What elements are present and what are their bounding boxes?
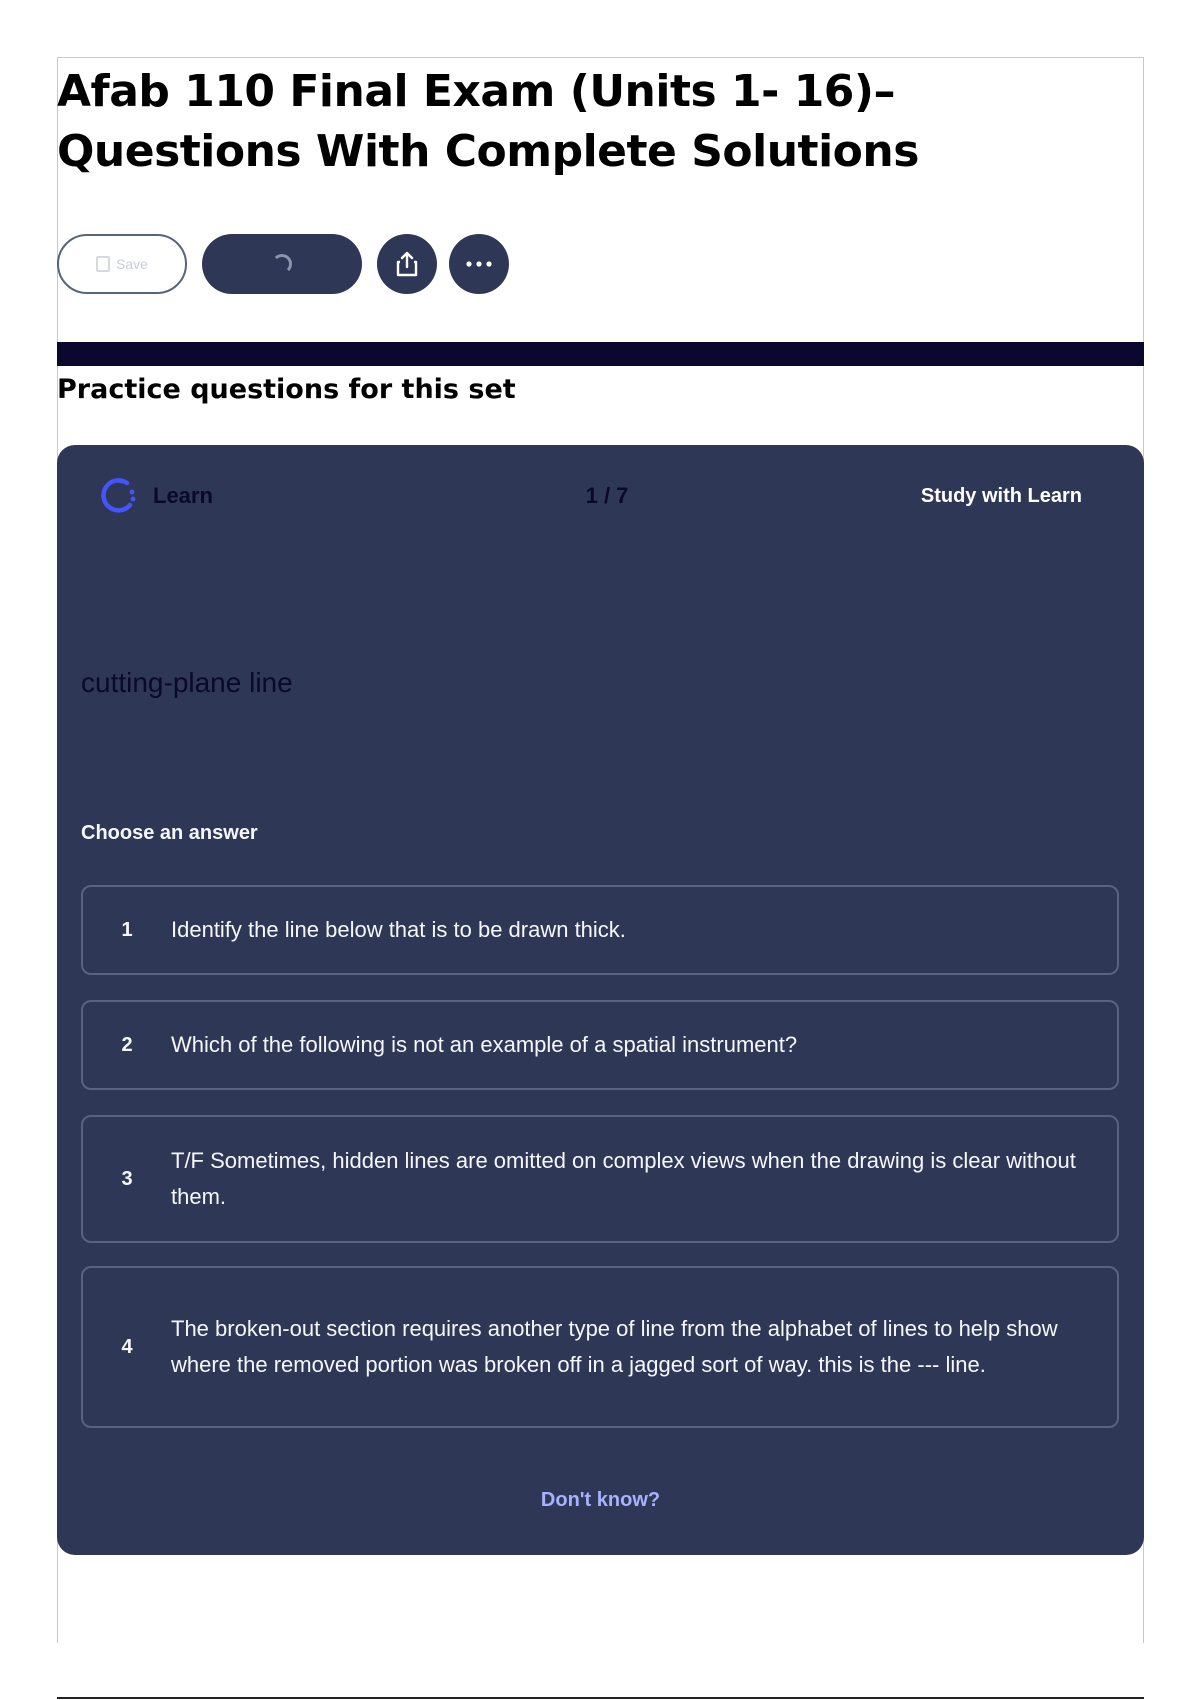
practice-heading: Practice questions for this set (57, 374, 516, 405)
loading-button[interactable] (202, 234, 362, 294)
share-icon (394, 250, 420, 278)
spinner-icon (272, 254, 292, 274)
answer-option-4[interactable] (81, 1266, 1119, 1428)
answer-text: Which of the following is not an example of a spatial instrument? (171, 1032, 798, 1057)
divider-bar (57, 342, 1144, 366)
save-button[interactable] (57, 234, 187, 294)
bottom-rule (57, 1697, 1144, 1699)
answer-option-1[interactable] (81, 885, 1119, 975)
answer-number: 2 (121, 1033, 133, 1056)
card-header (57, 475, 1144, 517)
answer-option-3[interactable] (81, 1115, 1119, 1243)
answer-number: 1 (121, 918, 133, 941)
page-title: Afab 110 Final Exam (Units 1- 16)– Questions With Complete Solutions (57, 66, 919, 177)
answer-text: T/F Sometimes, hidden lines are omitted on complex views when the drawing is clear without them. (171, 1148, 1076, 1209)
share-button[interactable] (377, 234, 437, 294)
answer-number: 4 (121, 1335, 133, 1358)
study-with-learn-link[interactable]: Study with Learn (920, 485, 1082, 507)
answer-text: The broken-out section requires another type of line from the alphabet of lines to help show where the removed portion was broken off in a jagged sort of way. this is the --- line. (171, 1316, 1058, 1377)
question-counter: 1 / 7 (585, 483, 629, 508)
save-button-label: Save (116, 256, 148, 272)
dont-know-button[interactable]: Don't know? (540, 1489, 661, 1511)
answer-number: 3 (121, 1167, 133, 1190)
learn-mode-label: Learn (153, 483, 213, 508)
question-term: cutting-plane line (81, 667, 293, 698)
answer-option-2[interactable] (81, 1000, 1119, 1090)
learn-icon (97, 475, 139, 517)
more-icon (465, 260, 493, 268)
toolbar (57, 234, 577, 294)
choose-answer-label: Choose an answer (81, 822, 258, 844)
answer-text: Identify the line below that is to be drawn thick. (171, 917, 626, 942)
more-button[interactable] (449, 234, 509, 294)
bookmark-icon (96, 256, 110, 272)
practice-card (57, 445, 1144, 1555)
